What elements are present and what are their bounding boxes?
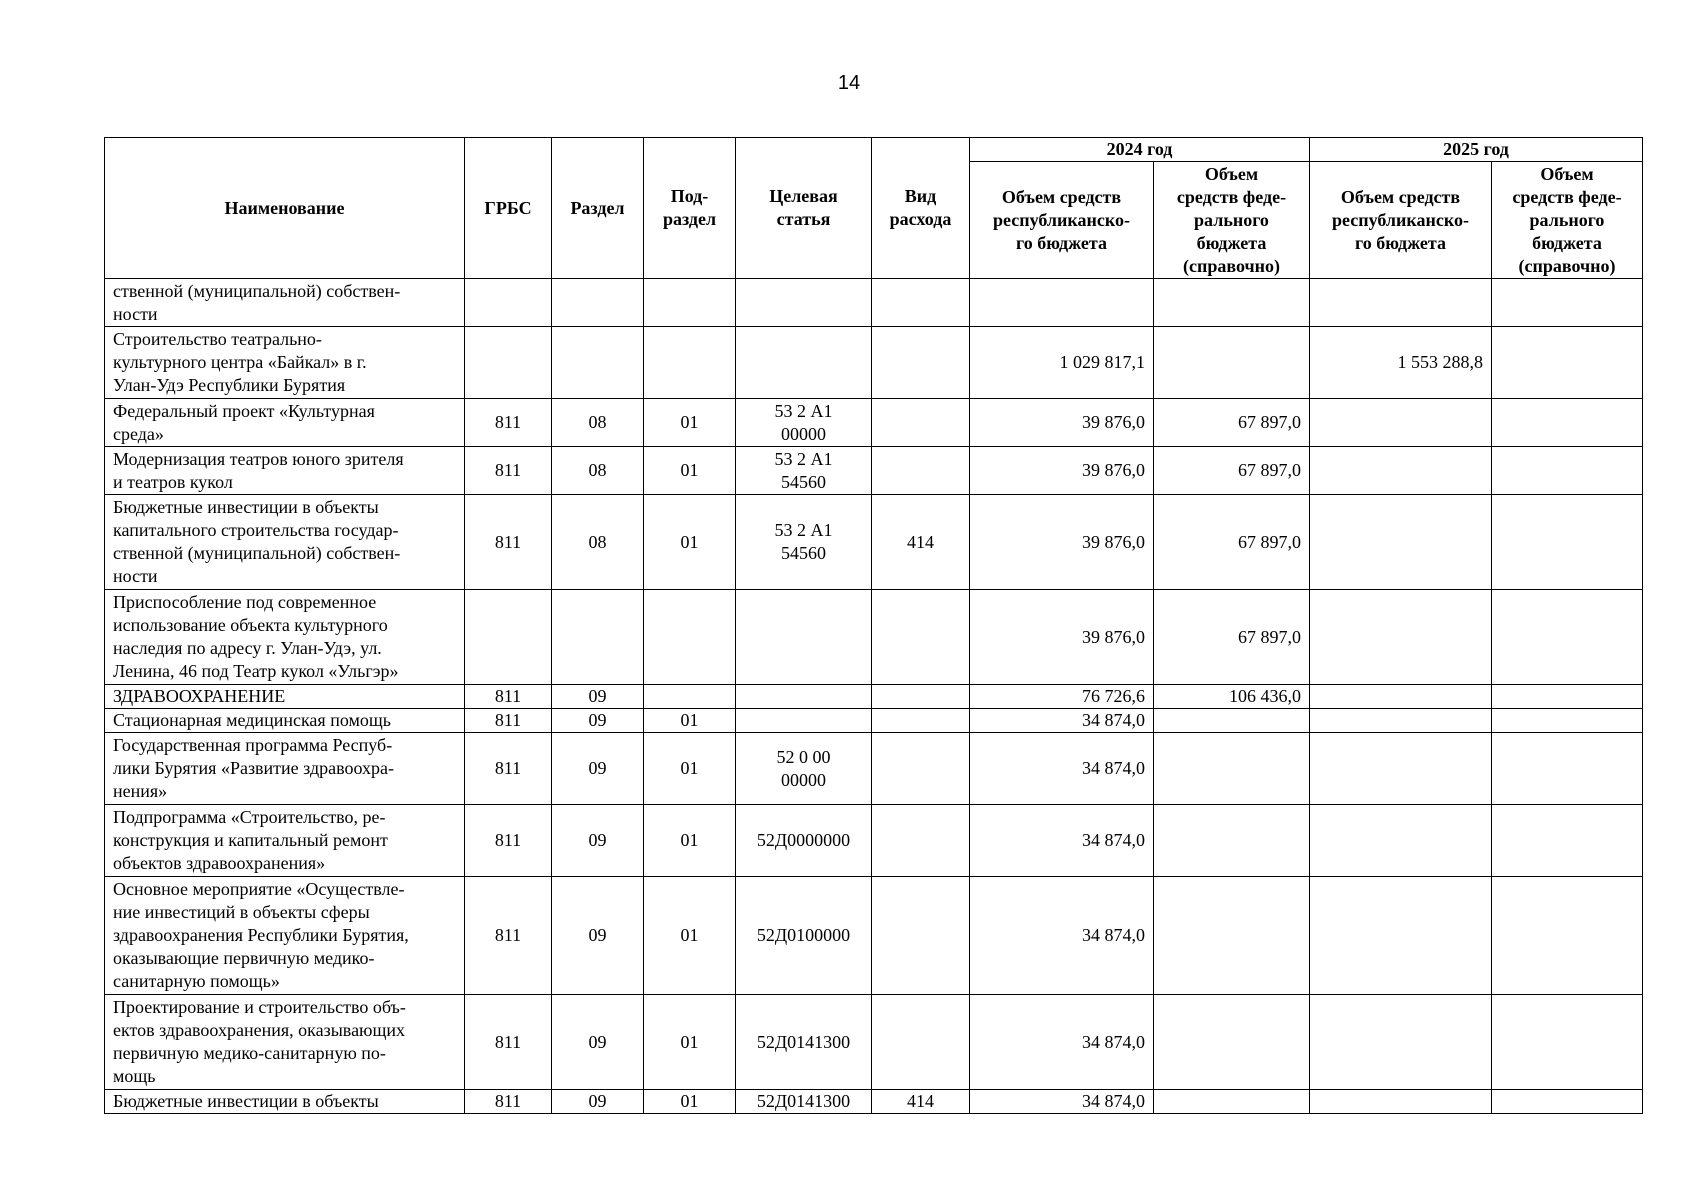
row-vid-raskhoda [872, 709, 970, 733]
row-name: Федеральный проект «Культурная среда» [105, 399, 465, 447]
row-celevaya-statya [736, 709, 872, 733]
table-row [105, 733, 1643, 805]
row-grbs: 811 [465, 1090, 552, 1114]
row-vid-raskhoda: 414 [872, 1090, 970, 1114]
row-fed-budget-2024 [1154, 733, 1310, 805]
row-razdel: 09 [552, 733, 644, 805]
row-fed-budget-2025 [1492, 877, 1643, 995]
row-fed-budget-2024: 67 897,0 [1154, 495, 1310, 590]
row-name: Модернизация театров юного зрителя и театров кукол [105, 447, 465, 495]
row-fed-budget-2025 [1492, 447, 1643, 495]
row-podrazdel [644, 685, 736, 709]
row-fed-budget-2025 [1492, 279, 1643, 327]
budget-table [104, 137, 1643, 1114]
row-celevaya-statya: 52Д0141300 [736, 995, 872, 1090]
row-podrazdel: 01 [644, 877, 736, 995]
table-row [105, 399, 1643, 447]
row-vid-raskhoda [872, 995, 970, 1090]
row-name: Приспособление под современное использование объекта культурного наследия по адресу г. Улан-Удэ, ул. Ленина, 46 под Театр кукол «Ульгэр» [105, 590, 465, 685]
row-rep-budget-2025 [1310, 447, 1492, 495]
row-fed-budget-2025 [1492, 495, 1643, 590]
row-celevaya-statya: 53 2 А1 00000 [736, 399, 872, 447]
row-podrazdel: 01 [644, 709, 736, 733]
row-rep-budget-2025 [1310, 709, 1492, 733]
row-podrazdel: 01 [644, 1090, 736, 1114]
table-row [105, 685, 1643, 709]
row-rep-budget-2024: 39 876,0 [970, 590, 1154, 685]
header-grbs: ГРБС [465, 138, 552, 279]
row-rep-budget-2025 [1310, 495, 1492, 590]
row-celevaya-statya: 53 2 А1 54560 [736, 447, 872, 495]
header-razdel: Раздел [552, 138, 644, 279]
row-rep-budget-2024: 76 726,6 [970, 685, 1154, 709]
table-row [105, 447, 1643, 495]
row-rep-budget-2024: 34 874,0 [970, 709, 1154, 733]
row-celevaya-statya: 53 2 А1 54560 [736, 495, 872, 590]
row-vid-raskhoda [872, 590, 970, 685]
row-vid-raskhoda [872, 805, 970, 877]
table-row [105, 709, 1643, 733]
row-celevaya-statya [736, 279, 872, 327]
row-rep-budget-2025 [1310, 279, 1492, 327]
row-name: Основное мероприятие «Осуществле- ние инвестиций в объекты сферы здравоохранения Республики Бурятия, оказывающие первичную медико- санитарную помощь» [105, 877, 465, 995]
row-rep-budget-2025 [1310, 399, 1492, 447]
row-razdel: 09 [552, 709, 644, 733]
row-name: ственной (муниципальной) собствен- ности [105, 279, 465, 327]
row-name: Стационарная медицинская помощь [105, 709, 465, 733]
row-grbs [465, 590, 552, 685]
row-rep-budget-2025 [1310, 1090, 1492, 1114]
row-celevaya-statya: 52Д0100000 [736, 877, 872, 995]
row-fed-budget-2025 [1492, 399, 1643, 447]
row-rep-budget-2024: 39 876,0 [970, 495, 1154, 590]
row-razdel: 09 [552, 805, 644, 877]
row-fed-budget-2024: 67 897,0 [1154, 590, 1310, 685]
row-fed-budget-2024 [1154, 709, 1310, 733]
row-rep-budget-2025 [1310, 877, 1492, 995]
table-row [105, 327, 1643, 399]
row-fed-budget-2025 [1492, 327, 1643, 399]
row-celevaya-statya [736, 327, 872, 399]
row-vid-raskhoda [872, 685, 970, 709]
row-grbs: 811 [465, 733, 552, 805]
row-podrazdel: 01 [644, 399, 736, 447]
row-razdel [552, 279, 644, 327]
row-grbs: 811 [465, 709, 552, 733]
row-podrazdel: 01 [644, 495, 736, 590]
row-celevaya-statya: 52 0 00 00000 [736, 733, 872, 805]
row-podrazdel [644, 279, 736, 327]
row-celevaya-statya: 52Д0141300 [736, 1090, 872, 1114]
row-fed-budget-2024 [1154, 995, 1310, 1090]
row-vid-raskhoda [872, 279, 970, 327]
row-celevaya-statya [736, 590, 872, 685]
row-fed-budget-2024: 67 897,0 [1154, 399, 1310, 447]
row-rep-budget-2024: 39 876,0 [970, 447, 1154, 495]
row-fed-budget-2025 [1492, 733, 1643, 805]
header-rep-budget-2024: Объем средств республиканско- го бюджета [970, 162, 1154, 279]
header-celevaya-statya: Целевая статья [736, 138, 872, 279]
row-rep-budget-2025: 1 553 288,8 [1310, 327, 1492, 399]
row-name: Проектирование и строительство объ- ектов здравоохранения, оказывающих первичную медико-санитарную по- мощь [105, 995, 465, 1090]
row-rep-budget-2024: 34 874,0 [970, 995, 1154, 1090]
row-razdel: 08 [552, 399, 644, 447]
row-name: Подпрограмма «Строительство, ре- конструкция и капитальный ремонт объектов здравоохранения» [105, 805, 465, 877]
row-rep-budget-2024: 34 874,0 [970, 877, 1154, 995]
row-rep-budget-2025 [1310, 590, 1492, 685]
row-fed-budget-2024: 106 436,0 [1154, 685, 1310, 709]
row-fed-budget-2024 [1154, 877, 1310, 995]
row-fed-budget-2024 [1154, 279, 1310, 327]
row-rep-budget-2025 [1310, 805, 1492, 877]
row-fed-budget-2025 [1492, 995, 1643, 1090]
row-vid-raskhoda [872, 327, 970, 399]
row-fed-budget-2025 [1492, 709, 1643, 733]
row-grbs: 811 [465, 685, 552, 709]
table-row [105, 590, 1643, 685]
row-rep-budget-2025 [1310, 733, 1492, 805]
row-grbs: 811 [465, 995, 552, 1090]
row-podrazdel: 01 [644, 995, 736, 1090]
row-podrazdel [644, 590, 736, 685]
row-rep-budget-2024 [970, 279, 1154, 327]
row-grbs [465, 327, 552, 399]
row-grbs: 811 [465, 805, 552, 877]
row-celevaya-statya [736, 685, 872, 709]
row-vid-raskhoda [872, 447, 970, 495]
row-razdel: 09 [552, 685, 644, 709]
row-grbs: 811 [465, 399, 552, 447]
row-celevaya-statya: 52Д0000000 [736, 805, 872, 877]
row-fed-budget-2025 [1492, 805, 1643, 877]
row-fed-budget-2024: 67 897,0 [1154, 447, 1310, 495]
row-fed-budget-2025 [1492, 685, 1643, 709]
row-vid-raskhoda: 414 [872, 495, 970, 590]
row-name: Государственная программа Респуб- лики Бурятия «Развитие здравоохра- нения» [105, 733, 465, 805]
row-name: Строительство театрально- культурного центра «Байкал» в г. Улан-Удэ Республики Бурятия [105, 327, 465, 399]
row-podrazdel: 01 [644, 805, 736, 877]
table-row [105, 279, 1643, 327]
row-grbs: 811 [465, 447, 552, 495]
row-rep-budget-2025 [1310, 995, 1492, 1090]
header-name: Наименование [105, 138, 465, 279]
row-razdel [552, 590, 644, 685]
row-vid-raskhoda [872, 733, 970, 805]
row-podrazdel [644, 327, 736, 399]
row-fed-budget-2024 [1154, 1090, 1310, 1114]
table-row [105, 495, 1643, 590]
row-name: ЗДРАВООХРАНЕНИЕ [105, 685, 465, 709]
table-row [105, 995, 1643, 1090]
page-number: 14 [837, 72, 861, 94]
row-podrazdel: 01 [644, 447, 736, 495]
table-row [105, 1090, 1643, 1114]
table-row [105, 805, 1643, 877]
header-podrazdel: Под- раздел [644, 138, 736, 279]
header-year-2024: 2024 год [970, 138, 1310, 162]
row-rep-budget-2024: 1 029 817,1 [970, 327, 1154, 399]
row-fed-budget-2024 [1154, 805, 1310, 877]
row-razdel: 08 [552, 447, 644, 495]
row-grbs: 811 [465, 495, 552, 590]
row-rep-budget-2024: 34 874,0 [970, 805, 1154, 877]
header-year-2025: 2025 год [1310, 138, 1643, 162]
row-name: Бюджетные инвестиции в объекты капитального строительства государ- ственной (муниципальной) собствен- ности [105, 495, 465, 590]
row-razdel: 08 [552, 495, 644, 590]
row-rep-budget-2025 [1310, 685, 1492, 709]
row-podrazdel: 01 [644, 733, 736, 805]
header-fed-budget-2025: Объем средств феде- рального бюджета (справочно) [1492, 162, 1643, 279]
row-fed-budget-2025 [1492, 1090, 1643, 1114]
row-vid-raskhoda [872, 877, 970, 995]
row-fed-budget-2025 [1492, 590, 1643, 685]
row-rep-budget-2024: 39 876,0 [970, 399, 1154, 447]
header-vid-raskhoda: Вид расхода [872, 138, 970, 279]
row-razdel: 09 [552, 995, 644, 1090]
row-razdel: 09 [552, 1090, 644, 1114]
table-row [105, 877, 1643, 995]
row-razdel [552, 327, 644, 399]
header-fed-budget-2024: Объем средств феде- рального бюджета (справочно) [1154, 162, 1310, 279]
row-razdel: 09 [552, 877, 644, 995]
row-rep-budget-2024: 34 874,0 [970, 1090, 1154, 1114]
row-name: Бюджетные инвестиции в объекты [105, 1090, 465, 1114]
row-grbs [465, 279, 552, 327]
row-grbs: 811 [465, 877, 552, 995]
row-fed-budget-2024 [1154, 327, 1310, 399]
row-rep-budget-2024: 34 874,0 [970, 733, 1154, 805]
row-vid-raskhoda [872, 399, 970, 447]
header-rep-budget-2025: Объем средств республиканско- го бюджета [1310, 162, 1492, 279]
